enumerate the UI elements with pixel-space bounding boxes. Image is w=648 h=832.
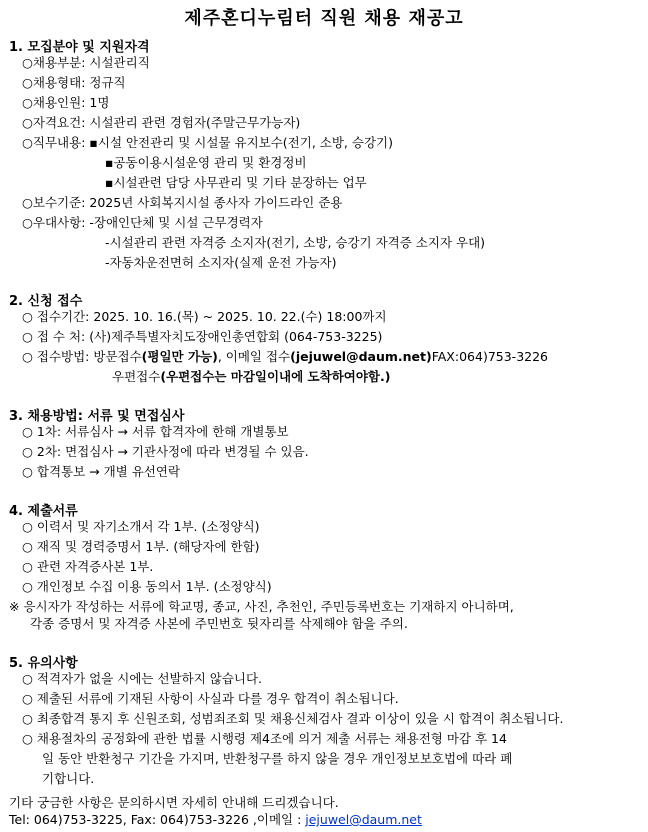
footer-email-link[interactable]: jejuwel@daum.net [305, 812, 422, 827]
preference-1: ○우대사항: -장애인단체 및 시설 근무경력자 [22, 215, 263, 230]
doc-note-2: 각종 증명서 및 자격증 사본에 주민번호 뒷자리를 삭제해야 함을 주의. [30, 616, 408, 631]
apply-mail [112, 369, 390, 385]
preference-3: -자동차운전면허 소지자(실제 운전 가능자) [105, 255, 337, 270]
duty-1: ○직무내용: ▪시설 안전관리 및 시설물 유지보수(전기, 소방, 승강기) [22, 135, 393, 150]
section-3-heading: 3. 채용방법: 서류 및 면접심사 [9, 409, 185, 424]
apply-email: (jejuwel@daum.net) [290, 349, 432, 364]
apply-place: ○ 접 수 처: (사)제주특별자치도장애인총연합회 (064-753-3225) [22, 329, 383, 344]
apply-visit-note: (평일만 가능) [141, 349, 218, 364]
section-2-heading: 2. 신청 접수 [9, 294, 83, 309]
apply-mail-note: (우편접수는 마감일이내에 도착하여야함.) [160, 369, 391, 384]
notice-4-cont: 일 동안 반환청구 기간을 가지며, 반환청구를 하지 않을 경우 개인정보보호법에 따라 폐 [42, 751, 513, 766]
apply-email-label: , 이메일 접수 [217, 349, 291, 364]
employment-type: ○채용형태: 정규직 [22, 75, 126, 90]
preference-2: -시설관리 관련 자격증 소지자(전기, 소방, 승강기 자격증 소지자 우대) [105, 235, 486, 250]
apply-visit: ○ 접수방법: 방문접수 [22, 349, 142, 364]
recruit-count: ○채용인원: 1명 [22, 95, 110, 110]
footer-phone-fax: Tel: 064)753-3225, Fax: 064)753-3226 ,이메일 : [9, 812, 306, 827]
section-5-heading: 5. 유의사항 [9, 656, 78, 671]
apply-method [22, 349, 548, 365]
recruit-field: ○채용부분: 시설관리직 [22, 55, 150, 70]
doc-privacy: ○ 개인정보 수집 이용 동의서 1부. (소정양식) [22, 579, 272, 594]
notice-4: ○ 채용절차의 공정화에 관한 법률 시행령 제4조에 의거 제출 서류는 채용전형 마감 후 14 [22, 731, 507, 746]
pay-standard: ○보수기준: 2025년 사회복지시설 종사자 가이드라인 준용 [22, 195, 343, 210]
section-1-heading: 1. 모집분야 및 지원자격 [9, 40, 150, 55]
result-notice: ○ 합격통보 → 개별 유선연락 [22, 464, 181, 479]
doc-resume: ○ 이력서 및 자기소개서 각 1부. (소정양식) [22, 519, 260, 534]
qualification: ○자격요건: 시설관리 관련 경험자(주말근무가능자) [22, 115, 301, 130]
apply-mail-label: 우편접수 [112, 369, 161, 384]
duty-2: ▪공동이용시설운영 관리 및 환경정비 [105, 155, 307, 170]
section-4-heading: 4. 제출서류 [9, 504, 78, 519]
notice-4-end: 기합니다. [42, 771, 95, 786]
doc-license: ○ 관련 자격증사본 1부. [22, 559, 154, 574]
screening-1: ○ 1차: 서류심사 → 서류 합격자에 한해 개별통보 [22, 424, 289, 439]
doc-career: ○ 재직 및 경력증명서 1부. (해당자에 한함) [22, 539, 260, 554]
duty-3: ▪시설관련 담당 사무관리 및 기타 분장하는 업무 [105, 175, 367, 190]
footer-inquiry: 기타 궁금한 사항은 문의하시면 자세히 안내해 드리겠습니다. [9, 795, 339, 810]
apply-fax: FAX:064)753-3226 [431, 349, 549, 364]
document-title: 제주혼디누림터 직원 채용 재공고 [184, 8, 464, 29]
notice-2: ○ 제출된 서류에 기재된 사항이 사실과 다를 경우 합격이 취소됩니다. [22, 691, 399, 706]
doc-note-1: ※ 응시자가 작성하는 서류에 학교명, 종교, 사진, 추천인, 주민등록번호는 기재하지 아니하며, [9, 599, 514, 614]
footer-contact [9, 812, 422, 828]
apply-period: ○ 접수기간: 2025. 10. 16.(목) ~ 2025. 10. 22.(수) 18:00까지 [22, 309, 387, 324]
notice-3: ○ 최종합격 통지 후 신원조회, 성범죄조회 및 채용신체검사 결과 이상이 있을 시 합격이 취소됩니다. [22, 711, 564, 726]
screening-2: ○ 2차: 면접심사 → 기관사정에 따라 변경될 수 있음. [22, 444, 309, 459]
notice-1: ○ 적격자가 없을 시에는 선발하지 않습니다. [22, 671, 263, 686]
